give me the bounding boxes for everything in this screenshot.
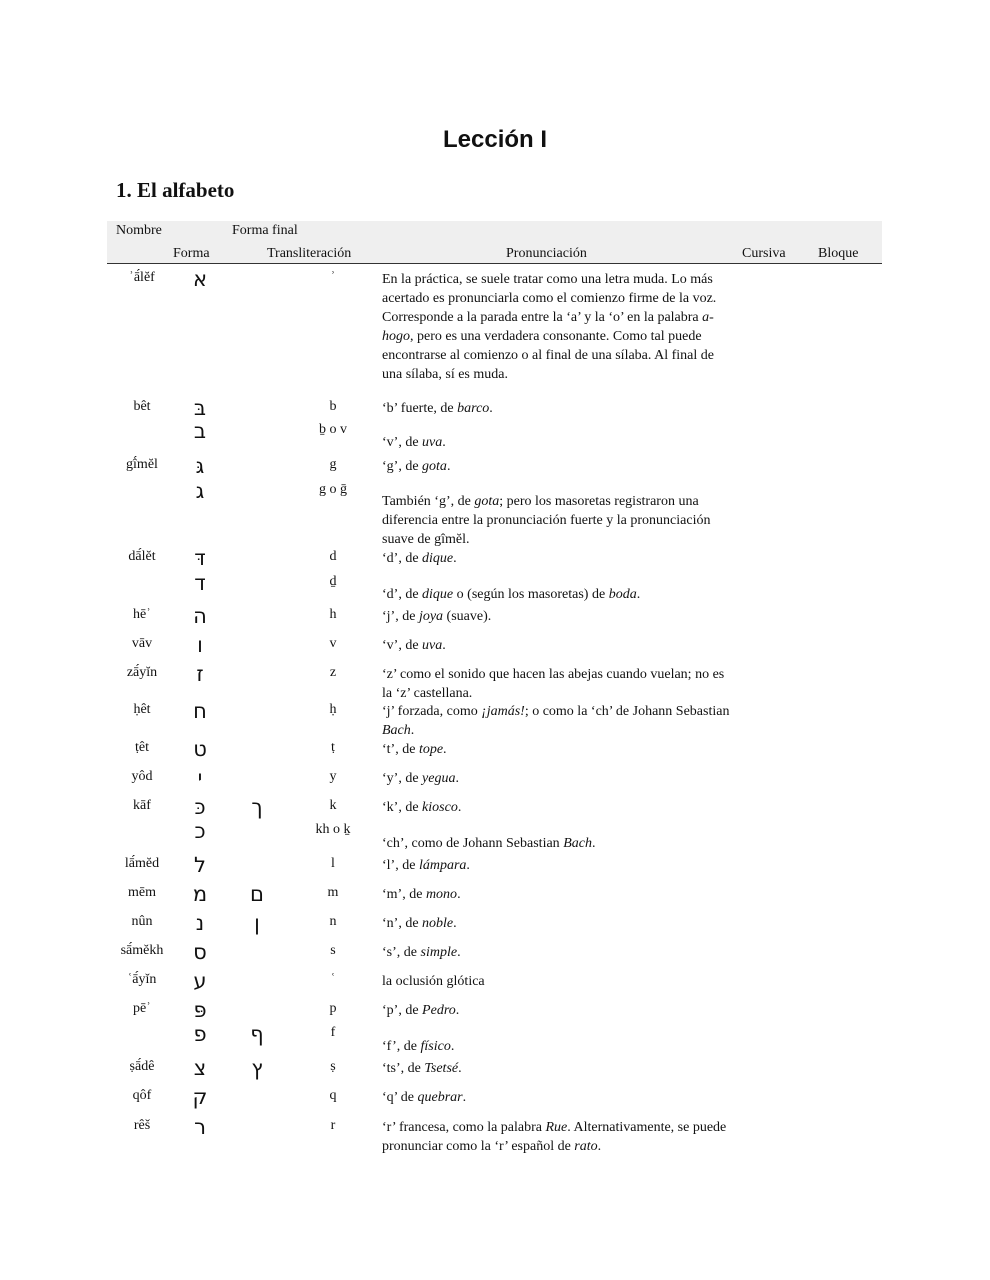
hebrew-letter: כּ — [194, 795, 206, 819]
table-header — [107, 221, 882, 264]
pronunciation — [382, 834, 732, 853]
transliteration: b — [329, 399, 337, 414]
letter-name: kāf — [133, 798, 151, 813]
letter-name: lā́mĕd — [124, 856, 160, 871]
example-word: tope — [418, 742, 444, 757]
pronunciation-text: ‘n’, de — [382, 916, 423, 931]
hebrew-letter: דּ — [194, 546, 206, 570]
example-word: gota — [422, 459, 447, 474]
letter-name: rêš — [133, 1118, 151, 1133]
letter-name: ṭêt — [135, 740, 149, 755]
transliteration: ṣ — [330, 1059, 336, 1074]
pronunciation-text: . — [489, 401, 493, 416]
hebrew-final-form: ץ — [251, 1056, 263, 1080]
transliteration: s — [330, 943, 336, 958]
pronunciation-text: ‘y’, de — [382, 771, 423, 786]
transliteration: v — [329, 636, 337, 651]
hebrew-letter: גּ — [195, 454, 205, 478]
header-pronunciacion: Pronunciación — [506, 246, 587, 261]
hebrew-letter: ע — [193, 969, 207, 993]
pronunciation — [382, 914, 732, 933]
pronunciation — [382, 1059, 732, 1078]
transliteration: ḇ o v — [319, 422, 347, 437]
pronunciation-text: ‘b’ fuerte, de — [382, 401, 458, 416]
example-word: ¡jamás! — [481, 704, 525, 719]
pronunciation-text: o (según los masoretas) de — [453, 587, 609, 602]
pronunciation-text: , pero es una verdadera consonante. Como tal puede encontrarse al comienzo o al final de una sílaba. Al final de una sílaba, sí es muda. — [382, 329, 714, 382]
example-word: físico — [420, 1039, 451, 1054]
pronunciation-text: ‘m’, de — [382, 887, 426, 902]
transliteration: z — [329, 665, 337, 680]
pronunciation — [382, 607, 732, 626]
pronunciation-text: ‘f’, de — [382, 1039, 421, 1054]
pronunciation-text: ‘s’, de — [382, 945, 421, 960]
pronunciation-text: ‘ts’, de — [382, 1061, 425, 1076]
pronunciation — [382, 636, 732, 655]
header-cursiva: Cursiva — [742, 246, 786, 261]
letter-name: sā́mĕkh — [120, 943, 164, 958]
transliteration: m — [327, 885, 339, 900]
hebrew-letter: ק — [192, 1085, 208, 1109]
pronunciation-text: . — [597, 1139, 602, 1154]
pronunciation-text: ‘d’, de — [382, 551, 423, 566]
hebrew-letter: ס — [193, 940, 207, 964]
letter-name: ṣā́dê — [129, 1059, 155, 1074]
pronunciation — [382, 665, 732, 703]
header-nombre: Nombre — [116, 223, 162, 238]
header-forma: Forma — [173, 246, 210, 261]
pronunciation-text: ‘d’, de — [382, 587, 423, 602]
pronunciation-text: . — [455, 771, 459, 786]
pronunciation-text: ‘g’, de — [382, 459, 423, 474]
pronunciation — [382, 585, 732, 604]
transliteration: ʾ — [330, 270, 336, 285]
pronunciation-text: (suave). — [443, 609, 492, 624]
example-word: boda — [608, 587, 637, 602]
pronunciation — [382, 549, 732, 568]
hebrew-letter: ב — [193, 419, 207, 443]
pronunciation — [382, 798, 732, 817]
pronunciation-text: En la práctica, se suele tratar como una letra muda. Lo más acertado es pronunciarla como el comienzo firme de la voz. Corresponde a la parada entre la ‘a’ y la ‘o’ en la palabra — [382, 272, 717, 325]
transliteration: q — [329, 1088, 337, 1103]
pronunciation-text: . — [455, 1003, 460, 1018]
example-word: Bach — [563, 836, 592, 851]
pronunciation — [382, 1118, 732, 1156]
pronunciation-text: . — [457, 887, 461, 902]
hebrew-letter: כ — [194, 819, 206, 843]
hebrew-letter: פּ — [193, 998, 207, 1022]
example-word: a-hogo — [382, 310, 714, 344]
transliteration: y — [329, 769, 337, 784]
letter-name: mēm — [128, 885, 156, 900]
pronunciation-text: . — [453, 916, 457, 931]
page-title: Lección I — [442, 126, 548, 153]
transliteration: k — [329, 798, 337, 813]
hebrew-letter: ל — [194, 853, 206, 877]
transliteration: f — [330, 1025, 336, 1040]
transliteration: ḥ — [329, 702, 337, 717]
transliteration: g — [329, 457, 337, 472]
letter-name: hēʾ — [133, 607, 151, 622]
letter-name: nûn — [131, 914, 153, 929]
example-word: noble — [422, 916, 454, 931]
pronunciation-text: . — [466, 858, 470, 873]
transliteration: ḏ — [329, 574, 337, 589]
letter-name: ḥêt — [133, 702, 151, 717]
pronunciation-text: ‘l’, de — [382, 858, 419, 873]
pronunciation — [382, 1001, 732, 1020]
pronunciation-text: . — [458, 1061, 462, 1076]
letter-name: dā́lĕt — [128, 549, 156, 564]
hebrew-letter: ג — [195, 479, 205, 503]
example-word: Rue — [545, 1120, 568, 1135]
pronunciation-text: ‘j’, de — [382, 609, 419, 624]
transliteration: p — [329, 1001, 337, 1016]
example-word: mono — [425, 887, 458, 902]
hebrew-letter: ט — [193, 737, 207, 761]
pronunciation-text: ‘p’, de — [382, 1003, 423, 1018]
pronunciation-text: . — [442, 638, 446, 653]
pronunciation-text: ; pero los masoretas registraron una diferencia entre la pronunciación fuerte y la pronunciación suave de gîmĕl. — [382, 494, 711, 547]
pronunciation — [382, 856, 732, 875]
hebrew-letter: ח — [193, 699, 207, 723]
hebrew-letter: י — [197, 766, 203, 790]
hebrew-letter: ו — [197, 633, 203, 657]
hebrew-final-form: ך — [251, 795, 263, 819]
transliteration: r — [330, 1118, 336, 1133]
header-forma-final: Forma final — [232, 223, 298, 238]
hebrew-letter: צ — [193, 1056, 207, 1080]
transliteration: n — [329, 914, 337, 929]
example-word: joya — [418, 609, 444, 624]
example-word: uva — [422, 435, 443, 450]
example-word: gota — [474, 494, 500, 509]
example-word: rato — [574, 1139, 598, 1154]
pronunciation-text: . — [457, 945, 461, 960]
letter-name: pēʾ — [133, 1001, 151, 1016]
pronunciation-text: . — [443, 742, 447, 757]
example-word: barco — [457, 401, 490, 416]
pronunciation-text: . — [591, 836, 596, 851]
pronunciation — [382, 1037, 732, 1056]
pronunciation — [382, 1088, 732, 1107]
pronunciation-text: ‘q’ de — [382, 1090, 418, 1105]
pronunciation-text: ‘z’ como el sonido que hacen las abejas cuando vuelan; no es la ‘z’ castellana. — [382, 667, 725, 701]
pronunciation-text: ; o como la ‘ch’ de Johann Sebastian — [524, 704, 730, 719]
example-word: dique — [422, 551, 454, 566]
header-transliteracion: Transliteración — [267, 246, 352, 261]
hebrew-letter: ה — [193, 604, 207, 628]
pronunciation-text: . Alternativamente, se puede pronunciar como la ‘r’ español de — [382, 1120, 727, 1154]
pronunciation-text: ‘r’ francesa, como la palabra — [382, 1120, 546, 1135]
pronunciation-text: ‘t’, de — [382, 742, 419, 757]
hebrew-final-form: ם — [250, 882, 264, 906]
pronunciation-text: . — [446, 459, 451, 474]
transliteration: g o ḡ — [319, 482, 347, 497]
pronunciation-text: ‘v’, de — [382, 638, 423, 653]
example-word: Pedro — [422, 1003, 456, 1018]
pronunciation-text: ‘ch’, como de Johann Sebastian — [382, 836, 564, 851]
pronunciation-text: . — [462, 1090, 467, 1105]
section-heading: 1. El alfabeto — [116, 178, 235, 202]
example-word: Tsetsé — [424, 1061, 459, 1076]
letter-name: gî́mĕl — [126, 457, 158, 472]
letter-name: bêt — [133, 399, 151, 414]
pronunciation-text: ‘v’, de — [382, 435, 423, 450]
pronunciation — [382, 943, 732, 962]
header-bloque: Bloque — [818, 246, 859, 261]
hebrew-letter: נ — [195, 911, 205, 935]
letter-name: qôf — [132, 1088, 152, 1103]
pronunciation-text: la oclusión glótica — [382, 974, 485, 989]
transliteration: ṭ — [331, 740, 335, 755]
example-word: Bach — [382, 723, 411, 738]
hebrew-letter: ז — [196, 662, 204, 686]
example-word: uva — [422, 638, 443, 653]
pronunciation — [382, 972, 732, 991]
pronunciation — [382, 457, 732, 476]
hebrew-letter: ר — [194, 1115, 206, 1139]
letter-name: ʿā́yĭn — [127, 972, 157, 987]
letter-name: ʾā́lĕf — [129, 270, 155, 285]
example-word: simple — [420, 945, 458, 960]
transliteration: l — [331, 856, 335, 871]
hebrew-final-form: ף — [250, 1022, 264, 1046]
example-word: kiosco — [422, 800, 458, 815]
transliteration: kh o ḵ — [315, 822, 351, 837]
pronunciation — [382, 769, 732, 788]
pronunciation — [382, 492, 732, 549]
hebrew-letter: א — [192, 267, 208, 291]
hebrew-letter: בּ — [193, 396, 207, 420]
hebrew-final-form: ן — [254, 911, 260, 935]
pronunciation — [382, 702, 732, 740]
hebrew-letter: ד — [194, 571, 206, 595]
hebrew-letter: מ — [192, 882, 208, 906]
letter-name: vāv — [131, 636, 153, 651]
pronunciation-text: . — [453, 551, 457, 566]
pronunciation-text: . — [442, 435, 446, 450]
transliteration: h — [329, 607, 337, 622]
pronunciation-text: . — [457, 800, 462, 815]
pronunciation-text: . — [636, 587, 641, 602]
letter-name: zā́yĭn — [126, 665, 158, 680]
pronunciation — [382, 399, 732, 418]
pronunciation — [382, 270, 732, 384]
pronunciation — [382, 885, 732, 904]
pronunciation — [382, 433, 732, 452]
transliteration: d — [329, 549, 337, 564]
example-word: yegua — [422, 771, 456, 786]
pronunciation-text: . — [410, 723, 415, 738]
example-word: quebrar — [417, 1090, 463, 1105]
pronunciation-text: . — [450, 1039, 455, 1054]
pronunciation-text: ‘k’, de — [382, 800, 423, 815]
letter-name: yôd — [131, 769, 153, 784]
pronunciation-text: ‘j’ forzada, como — [382, 704, 482, 719]
transliteration: ʿ — [330, 972, 336, 987]
pronunciation — [382, 740, 732, 759]
example-word: dique — [422, 587, 454, 602]
example-word: lámpara — [418, 858, 467, 873]
pronunciation-text: También ‘g’, de — [382, 494, 475, 509]
hebrew-letter: פ — [193, 1022, 207, 1046]
